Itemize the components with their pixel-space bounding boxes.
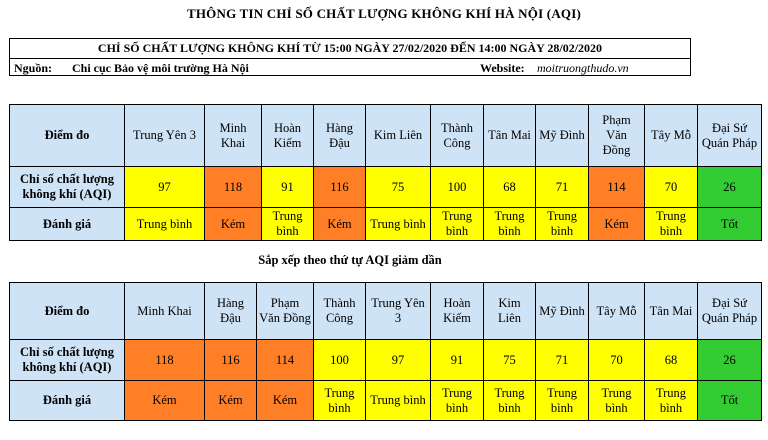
aqi-value: 116 (205, 340, 257, 381)
aqi-value: 100 (314, 340, 366, 381)
aqi-value: 100 (431, 167, 484, 208)
rating-value: Trung bình (536, 208, 589, 241)
rating-value: Trung bình (366, 381, 431, 421)
rating-value: Trung bình (125, 208, 205, 241)
station-name: Hàng Đậu (205, 283, 257, 340)
website-label: Website: (480, 61, 525, 75)
row-label-station: Điểm đo (10, 105, 125, 167)
aqi-value: 75 (484, 340, 536, 381)
station-name: Phạm Văn Đồng (589, 105, 645, 167)
aqi-value: 116 (314, 167, 366, 208)
source-value: Chi cục Bảo vệ môi trường Hà Nội (72, 61, 249, 75)
page-title: THÔNG TIN CHỈ SỐ CHẤT LƯỢNG KHÔNG KHÍ HÀ NỘI (AQI) (186, 6, 582, 21)
rating-value: Kém (125, 381, 205, 421)
station-name: Thành Công (431, 105, 484, 167)
rating-value: Kém (205, 208, 262, 241)
aqi-table-sorted (9, 282, 762, 421)
aqi-value: 71 (536, 167, 589, 208)
period-text: CHỈ SỐ CHẤT LƯỢNG KHÔNG KHÍ TỪ 15:00 NGÀY 27/02/2020 ĐẾN 14:00 NGÀY 28/02/2020 (97, 41, 603, 55)
source-row (10, 58, 690, 77)
station-name: Đại Sứ Quán Pháp (698, 105, 762, 167)
source-label: Nguồn: (14, 61, 53, 75)
station-name: Hoàn Kiếm (431, 283, 484, 340)
rating-value: Tốt (698, 208, 762, 241)
station-name: Đại Sứ Quán Pháp (698, 283, 762, 340)
aqi-value: 68 (484, 167, 536, 208)
aqi-value: 118 (205, 167, 262, 208)
station-name: Hoàn Kiếm (262, 105, 314, 167)
rating-value: Trung bình (366, 208, 431, 241)
row-label-aqi: Chỉ số chất lượng không khí (AQI) (10, 167, 125, 208)
row-label-aqi: Chỉ số chất lượng không khí (AQI) (10, 340, 125, 381)
rating-value: Trung bình (431, 208, 484, 241)
rating-value: Trung bình (484, 208, 536, 241)
aqi-table-by-station (9, 104, 762, 241)
station-name: Thành Công (314, 283, 366, 340)
station-name: Trung Yên 3 (125, 105, 205, 167)
aqi-value: 26 (698, 167, 762, 208)
station-name: Tân Mai (645, 283, 698, 340)
station-name: Kim Liên (366, 105, 431, 167)
rating-row (10, 381, 762, 421)
rating-value: Kém (589, 208, 645, 241)
station-row (10, 105, 762, 167)
aqi-value: 71 (536, 340, 589, 381)
station-name: Hàng Đậu (314, 105, 366, 167)
aqi-value: 70 (589, 340, 645, 381)
row-label-rating: Đánh giá (10, 208, 125, 241)
station-name: Tây Mỗ (645, 105, 698, 167)
rating-value: Trung bình (431, 381, 484, 421)
rating-value: Trung bình (314, 381, 366, 421)
station-row (10, 283, 762, 340)
aqi-row (10, 167, 762, 208)
rating-value: Trung bình (484, 381, 536, 421)
sort-title: Sắp xếp theo thứ tự AQI giảm dần (258, 253, 442, 267)
station-name: Minh Khai (125, 283, 205, 340)
station-name: Minh Khai (205, 105, 262, 167)
station-name: Tân Mai (484, 105, 536, 167)
aqi-value: 97 (366, 340, 431, 381)
station-name: Tây Mỗ (589, 283, 645, 340)
station-name: Mỹ Đình (536, 283, 589, 340)
aqi-value: 91 (262, 167, 314, 208)
rating-value: Trung bình (536, 381, 589, 421)
rating-value: Kém (257, 381, 314, 421)
station-name: Mỹ Đình (536, 105, 589, 167)
aqi-value: 118 (125, 340, 205, 381)
rating-value: Kém (205, 381, 257, 421)
aqi-value: 114 (257, 340, 314, 381)
info-box (9, 38, 691, 76)
aqi-value: 91 (431, 340, 484, 381)
rating-row (10, 208, 762, 241)
website-link[interactable]: moitruongthudo.vn (537, 61, 629, 75)
rating-value: Trung bình (645, 381, 698, 421)
aqi-value: 68 (645, 340, 698, 381)
row-label-rating: Đánh giá (10, 381, 125, 421)
aqi-value: 75 (366, 167, 431, 208)
rating-value: Trung bình (262, 208, 314, 241)
aqi-value: 70 (645, 167, 698, 208)
aqi-value: 97 (125, 167, 205, 208)
rating-value: Trung bình (645, 208, 698, 241)
row-label-station: Điểm đo (10, 283, 125, 340)
aqi-row (10, 340, 762, 381)
station-name: Phạm Văn Đồng (257, 283, 314, 340)
rating-value: Kém (314, 208, 366, 241)
station-name: Kim Liên (484, 283, 536, 340)
rating-value: Trung bình (589, 381, 645, 421)
station-name: Trung Yên 3 (366, 283, 431, 340)
aqi-value: 114 (589, 167, 645, 208)
aqi-value: 26 (698, 340, 762, 381)
rating-value: Tốt (698, 381, 762, 421)
